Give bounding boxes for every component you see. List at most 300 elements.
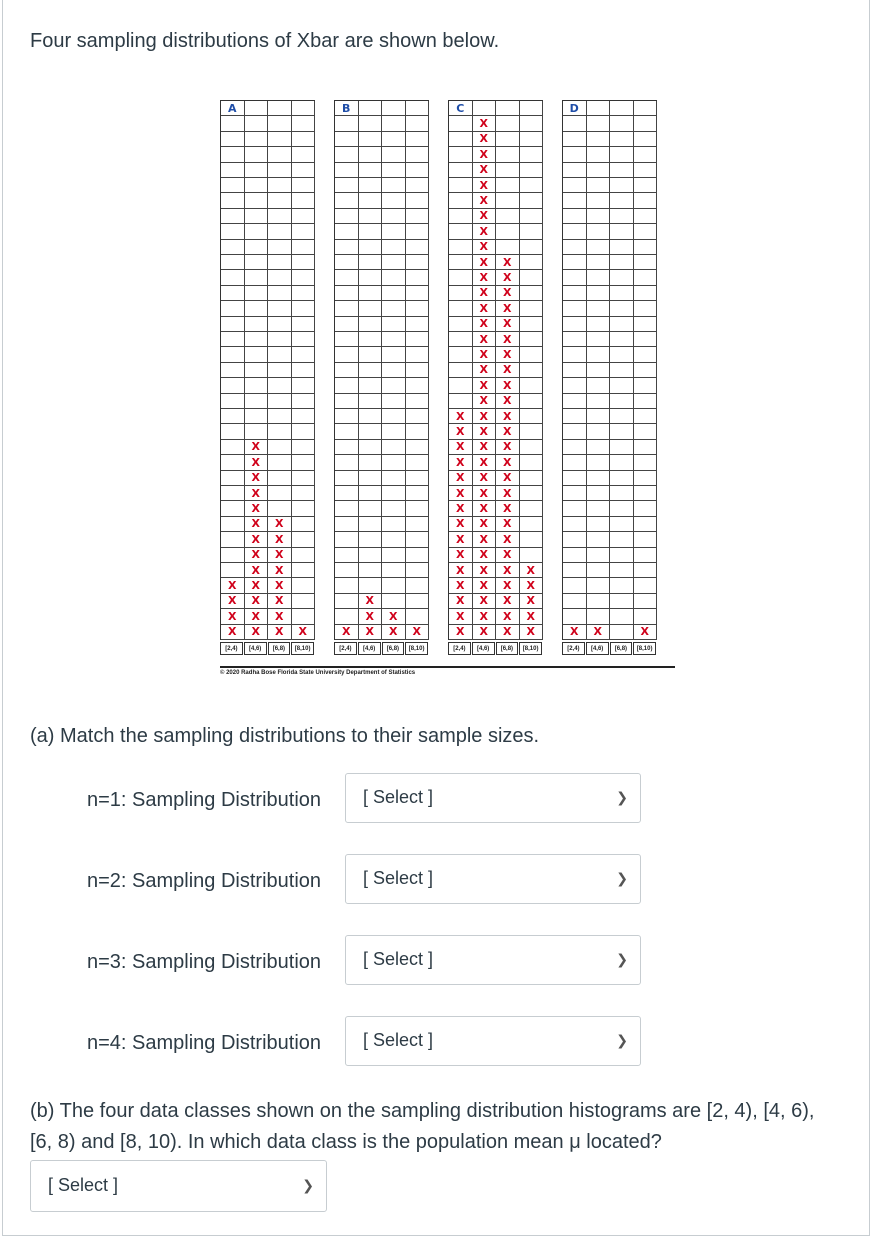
grid-cell <box>634 455 658 470</box>
grid-cell <box>634 178 658 193</box>
grid-cell <box>335 317 359 332</box>
grid-cell <box>268 317 292 332</box>
grid-cell <box>406 517 430 532</box>
grid-cell <box>634 193 658 208</box>
grid-cell <box>610 132 634 147</box>
histogram-grid <box>448 100 543 640</box>
grid-cell <box>610 178 634 193</box>
grid-cell <box>496 178 520 193</box>
grid-cell <box>335 455 359 470</box>
grid-cell <box>634 486 658 501</box>
x-mark: X <box>473 317 497 332</box>
grid-cell <box>335 286 359 301</box>
x-mark: X <box>245 594 269 609</box>
grid-cell <box>245 209 269 224</box>
x-mark: X <box>473 378 497 393</box>
x-mark: X <box>496 347 520 362</box>
grid-cell <box>335 609 359 624</box>
class-labels <box>562 642 657 655</box>
grid-cell <box>496 147 520 162</box>
grid-cell <box>520 101 544 116</box>
grid-cell <box>610 270 634 285</box>
grid-cell <box>406 532 430 547</box>
grid-cell <box>587 286 611 301</box>
select-n4-value: [ Select ] <box>363 1030 434 1050</box>
x-mark: X <box>245 578 269 593</box>
x-mark: X <box>473 224 497 239</box>
grid-cell <box>563 409 587 424</box>
grid-cell <box>382 332 406 347</box>
grid-cell <box>563 594 587 609</box>
chevron-down-icon: ❯ <box>302 1177 314 1193</box>
grid-cell <box>221 471 245 486</box>
select-population-mean-class[interactable] <box>30 1160 327 1212</box>
x-mark: X <box>473 209 497 224</box>
grid-cell <box>610 224 634 239</box>
grid-cell <box>292 193 316 208</box>
x-mark: X <box>496 501 520 516</box>
x-mark: X <box>473 163 497 178</box>
grid-cell <box>382 193 406 208</box>
grid-cell <box>382 147 406 162</box>
grid-cell <box>359 255 383 270</box>
grid-cell <box>449 209 473 224</box>
grid-cell <box>268 132 292 147</box>
grid-cell <box>245 317 269 332</box>
x-mark: X <box>473 363 497 378</box>
grid-cell <box>520 240 544 255</box>
grid-cell <box>587 594 611 609</box>
x-mark: X <box>473 563 497 578</box>
grid-cell <box>563 147 587 162</box>
grid-cell <box>221 363 245 378</box>
grid-cell <box>634 240 658 255</box>
x-mark: X <box>496 317 520 332</box>
x-mark: X <box>473 409 497 424</box>
grid-cell <box>359 347 383 362</box>
grid-cell <box>292 501 316 516</box>
grid-cell <box>245 240 269 255</box>
grid-cell <box>292 270 316 285</box>
grid-cell <box>587 578 611 593</box>
grid-cell <box>221 394 245 409</box>
grid-cell <box>587 517 611 532</box>
grid-cell <box>292 424 316 439</box>
select-n1-value: [ Select ] <box>363 787 434 807</box>
grid-cell <box>292 347 316 362</box>
grid-cell <box>610 286 634 301</box>
x-mark: X <box>496 517 520 532</box>
grid-cell <box>359 132 383 147</box>
class-labels <box>448 642 543 655</box>
x-mark: X <box>359 625 383 640</box>
chevron-down-icon: ❯ <box>616 870 628 886</box>
grid-cell <box>520 532 544 547</box>
grid-cell <box>335 209 359 224</box>
grid-cell <box>382 424 406 439</box>
grid-cell <box>563 440 587 455</box>
grid-cell <box>520 209 544 224</box>
grid-cell <box>359 440 383 455</box>
grid-cell <box>563 578 587 593</box>
x-mark: X <box>496 363 520 378</box>
grid-cell <box>382 517 406 532</box>
grid-cell <box>292 609 316 624</box>
grid-cell <box>382 378 406 393</box>
grid-cell <box>359 517 383 532</box>
grid-cell <box>406 224 430 239</box>
grid-cell <box>634 440 658 455</box>
grid-cell <box>449 147 473 162</box>
grid-cell <box>406 132 430 147</box>
chevron-down-icon: ❯ <box>616 951 628 967</box>
x-mark: X <box>268 532 292 547</box>
grid-cell <box>610 455 634 470</box>
x-mark: X <box>473 424 497 439</box>
grid-cell <box>221 424 245 439</box>
grid-cell <box>245 132 269 147</box>
grid-cell <box>292 378 316 393</box>
match-label-n1: n=1: Sampling Distribution <box>87 789 322 811</box>
grid-cell <box>292 548 316 563</box>
x-mark: X <box>268 563 292 578</box>
grid-cell <box>634 424 658 439</box>
grid-cell <box>335 178 359 193</box>
x-mark: X <box>473 116 497 131</box>
x-mark: X <box>268 578 292 593</box>
x-mark: X <box>473 132 497 147</box>
x-mark: X <box>473 578 497 593</box>
grid-cell <box>563 363 587 378</box>
grid-cell <box>335 378 359 393</box>
grid-cell <box>335 517 359 532</box>
panel-label: C <box>449 101 473 116</box>
grid-cell <box>359 563 383 578</box>
grid-cell <box>634 563 658 578</box>
histogram-grid <box>334 100 429 640</box>
intro-text: Four sampling distributions of Xbar are shown below. <box>30 30 500 52</box>
x-mark: X <box>449 455 473 470</box>
grid-cell <box>292 163 316 178</box>
x-mark: X <box>473 332 497 347</box>
grid-cell <box>496 101 520 116</box>
class-label: [2,4) <box>220 642 243 655</box>
grid-cell <box>520 486 544 501</box>
grid-cell <box>245 224 269 239</box>
grid-cell <box>406 471 430 486</box>
grid-cell <box>335 363 359 378</box>
grid-cell <box>335 424 359 439</box>
x-mark: X <box>496 548 520 563</box>
grid-cell <box>292 486 316 501</box>
grid-cell <box>292 240 316 255</box>
histogram-grid <box>220 100 315 640</box>
grid-cell <box>563 132 587 147</box>
grid-cell <box>335 440 359 455</box>
grid-cell <box>520 548 544 563</box>
grid-cell <box>335 394 359 409</box>
grid-cell <box>587 363 611 378</box>
x-mark: X <box>449 440 473 455</box>
grid-cell <box>610 578 634 593</box>
grid-cell <box>359 332 383 347</box>
select-n4[interactable] <box>345 1016 641 1066</box>
grid-cell <box>610 101 634 116</box>
match-label-n3: n=3: Sampling Distribution <box>87 951 322 973</box>
grid-cell <box>335 270 359 285</box>
grid-cell <box>587 209 611 224</box>
grid-cell <box>359 486 383 501</box>
grid-cell <box>335 224 359 239</box>
grid-cell <box>563 286 587 301</box>
grid-cell <box>634 501 658 516</box>
grid-cell <box>587 609 611 624</box>
grid-cell <box>563 178 587 193</box>
x-mark: X <box>359 609 383 624</box>
grid-cell <box>335 578 359 593</box>
grid-cell <box>382 178 406 193</box>
grid-cell <box>221 255 245 270</box>
grid-cell <box>335 163 359 178</box>
grid-cell <box>245 409 269 424</box>
grid-cell <box>221 563 245 578</box>
x-mark: X <box>382 609 406 624</box>
x-mark: X <box>473 255 497 270</box>
grid-cell <box>382 270 406 285</box>
x-mark: X <box>473 270 497 285</box>
class-label: [2,4) <box>562 642 585 655</box>
x-mark: X <box>473 501 497 516</box>
grid-cell <box>245 363 269 378</box>
grid-cell <box>382 501 406 516</box>
grid-cell <box>221 332 245 347</box>
grid-cell <box>406 332 430 347</box>
grid-cell <box>292 132 316 147</box>
grid-cell <box>610 609 634 624</box>
grid-cell <box>449 317 473 332</box>
grid-cell <box>268 193 292 208</box>
grid-cell <box>292 101 316 116</box>
grid-cell <box>587 378 611 393</box>
select-n2[interactable] <box>345 854 641 904</box>
grid-cell <box>634 594 658 609</box>
x-mark: X <box>496 301 520 316</box>
grid-cell <box>587 224 611 239</box>
grid-cell <box>449 347 473 362</box>
match-label-n2: n=2: Sampling Distribution <box>87 870 322 892</box>
select-population-mean-value: [ Select ] <box>48 1175 119 1195</box>
grid-cell <box>382 394 406 409</box>
panel-label: D <box>563 101 587 116</box>
grid-cell <box>610 486 634 501</box>
grid-cell <box>563 193 587 208</box>
grid-cell <box>587 317 611 332</box>
grid-cell <box>587 163 611 178</box>
grid-cell <box>268 101 292 116</box>
grid-cell <box>268 394 292 409</box>
grid-cell <box>268 471 292 486</box>
grid-cell <box>292 178 316 193</box>
grid-cell <box>221 440 245 455</box>
grid-cell <box>221 163 245 178</box>
grid-cell <box>520 455 544 470</box>
x-mark: X <box>268 594 292 609</box>
x-mark: X <box>406 625 430 640</box>
grid-cell <box>221 532 245 547</box>
grid-cell <box>382 317 406 332</box>
x-mark: X <box>449 517 473 532</box>
grid-cell <box>221 317 245 332</box>
select-n3[interactable] <box>345 935 641 985</box>
grid-cell <box>520 471 544 486</box>
grid-cell <box>634 332 658 347</box>
x-mark: X <box>221 578 245 593</box>
grid-cell <box>449 255 473 270</box>
grid-cell <box>382 116 406 131</box>
grid-cell <box>496 193 520 208</box>
grid-cell <box>221 270 245 285</box>
x-mark: X <box>449 409 473 424</box>
grid-cell <box>268 178 292 193</box>
panel-label: A <box>221 101 245 116</box>
grid-cell <box>610 332 634 347</box>
grid-cell <box>563 301 587 316</box>
x-mark: X <box>268 548 292 563</box>
grid-cell <box>359 501 383 516</box>
x-mark: X <box>496 563 520 578</box>
grid-cell <box>610 317 634 332</box>
grid-cell <box>449 163 473 178</box>
grid-cell <box>520 255 544 270</box>
x-mark: X <box>221 625 245 640</box>
grid-cell <box>563 486 587 501</box>
grid-cell <box>335 471 359 486</box>
grid-cell <box>610 563 634 578</box>
grid-cell <box>221 286 245 301</box>
grid-cell <box>563 471 587 486</box>
grid-cell <box>634 255 658 270</box>
grid-cell <box>359 532 383 547</box>
grid-cell <box>587 132 611 147</box>
x-mark: X <box>473 625 497 640</box>
grid-cell <box>587 409 611 424</box>
grid-cell <box>520 394 544 409</box>
grid-cell <box>520 301 544 316</box>
x-mark: X <box>473 486 497 501</box>
grid-cell <box>610 517 634 532</box>
grid-cell <box>406 147 430 162</box>
class-label: [8,10) <box>633 642 656 655</box>
grid-cell <box>634 532 658 547</box>
x-mark: X <box>449 594 473 609</box>
grid-cell <box>610 409 634 424</box>
class-labels <box>220 642 315 655</box>
grid-cell <box>563 378 587 393</box>
grid-cell <box>268 347 292 362</box>
grid-cell <box>634 394 658 409</box>
grid-cell <box>382 301 406 316</box>
grid-cell <box>449 193 473 208</box>
copyright-text: © 2020 Radha Bose Florida State University Department of Statistics <box>220 670 416 676</box>
x-mark: X <box>268 517 292 532</box>
grid-cell <box>382 240 406 255</box>
grid-cell <box>587 178 611 193</box>
grid-cell <box>563 209 587 224</box>
grid-cell <box>292 332 316 347</box>
grid-cell <box>520 178 544 193</box>
grid-cell <box>359 147 383 162</box>
chevron-down-icon: ❯ <box>616 789 628 805</box>
class-label: [6,8) <box>496 642 519 655</box>
grid-cell <box>449 132 473 147</box>
grid-cell <box>359 240 383 255</box>
grid-cell <box>563 163 587 178</box>
x-mark: X <box>496 378 520 393</box>
x-mark: X <box>520 625 544 640</box>
grid-cell <box>406 193 430 208</box>
class-label: [6,8) <box>382 642 405 655</box>
grid-cell <box>406 178 430 193</box>
match-label-n4: n=4: Sampling Distribution <box>87 1032 322 1054</box>
grid-cell <box>406 501 430 516</box>
x-mark: X <box>473 178 497 193</box>
grid-cell <box>359 378 383 393</box>
grid-cell <box>245 193 269 208</box>
question-a: (a) Match the sampling distributions to their sample sizes. <box>30 725 540 747</box>
grid-cell <box>292 317 316 332</box>
grid-cell <box>268 270 292 285</box>
grid-cell <box>449 240 473 255</box>
select-n3-value: [ Select ] <box>363 949 434 969</box>
class-label: [8,10) <box>519 642 542 655</box>
grid-cell <box>610 163 634 178</box>
grid-cell <box>473 101 497 116</box>
select-n2-value: [ Select ] <box>363 868 434 888</box>
grid-cell <box>221 548 245 563</box>
grid-cell <box>496 132 520 147</box>
grid-cell <box>634 101 658 116</box>
grid-cell <box>382 286 406 301</box>
grid-cell <box>520 286 544 301</box>
grid-cell <box>449 286 473 301</box>
grid-cell <box>520 347 544 362</box>
grid-cell <box>221 501 245 516</box>
x-mark: X <box>496 394 520 409</box>
grid-cell <box>449 270 473 285</box>
grid-cell <box>587 563 611 578</box>
x-mark: X <box>496 594 520 609</box>
x-mark: X <box>449 471 473 486</box>
grid-cell <box>382 255 406 270</box>
grid-cell <box>359 409 383 424</box>
grid-cell <box>382 409 406 424</box>
grid-cell <box>520 501 544 516</box>
chevron-down-icon: ❯ <box>616 1032 628 1048</box>
grid-cell <box>406 347 430 362</box>
grid-cell <box>634 270 658 285</box>
grid-cell <box>610 147 634 162</box>
grid-cell <box>221 147 245 162</box>
grid-cell <box>335 193 359 208</box>
grid-cell <box>245 347 269 362</box>
grid-cell <box>587 301 611 316</box>
grid-cell <box>406 270 430 285</box>
grid-cell <box>634 209 658 224</box>
grid-cell <box>292 440 316 455</box>
grid-cell <box>268 486 292 501</box>
select-n1[interactable] <box>345 773 641 823</box>
grid-cell <box>221 347 245 362</box>
